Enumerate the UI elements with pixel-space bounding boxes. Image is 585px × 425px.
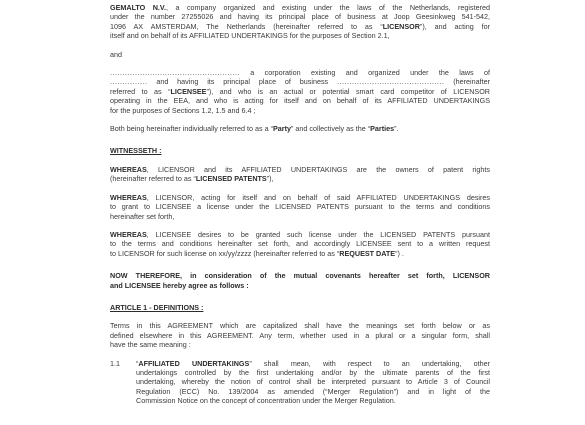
intro-paragraph <box>110 3 490 41</box>
party2-line-2: ............... and having its principal place of business ........................................... (hereinafter <box>110 77 490 87</box>
intro-line-1: GEMALTO N.V., a company organized and existing under the laws of the Netherlands, registered <box>110 3 490 12</box>
intro-line-3: 1096 AX AMSTERDAM, The Netherlands (hereinafter referred to as “LICENSOR”), and acting for <box>110 21 490 31</box>
party2-line-1: .................................................... a corporation existing and organized under the laws of <box>110 68 491 78</box>
licensed-patents-term: LICENSED PATENTS <box>195 174 267 184</box>
section-number: 1.1 <box>110 358 120 368</box>
section-1-1: 1.1 “AFFILIATED UNDERTAKINGS” shall mean, with respect to an undertaking, other undertakings controlled by the first undertaking and/or by the ultimate parents of the first undertaking, whereby the notion of control shall be interpreted pursuant to Article 3 of Council Regulation (ECC) No. 139/2004 as amended (“Merger Regulation”) and in light of the Commission Notice on the concept of concentration under the Merger Regulation. <box>110 358 491 406</box>
and-word: and <box>110 49 122 59</box>
whereas-1: WHEREAS, LICENSOR and its AFFILIATED UNDERTAKINGS are the owners of patent rights (hereinafter referred to as “LICENSED PATENTS”), <box>110 164 490 184</box>
now-therefore-paragraph: NOW THEREFORE, in consideration of the mutual covenants hereafter set forth, LICENSOR and LICENSEE hereby agree as follows : <box>110 271 490 290</box>
whereas-keyword: WHEREAS <box>110 229 147 239</box>
party2-line-4: operating in the EEA, and who is acting for itself and on behalf of its AFFILIATED UNDERTAKINGS <box>110 96 490 106</box>
whereas-3: WHEREAS, LICENSEE desires to be granted such license under the LICENSED PATENTS pursuant to the terms and conditions hereinafter set forth, and accordingly LICENSEE sent to a written request to LICENSOR for such license on xx/yy/zzzz (hereinafter referred to as “REQUEST DATE”) . <box>110 229 490 258</box>
article-1-heading: ARTICLE 1 - DEFINITIONS : <box>110 302 204 312</box>
intro-line-2: under the number 27255026 and having its principal place of business at Joop Geesinkweg 541-542, <box>110 12 490 22</box>
party-term: Party <box>273 124 291 134</box>
party2-line-3: referred to as “LICENSEE”), and who is an actual or potential smart card competitor of LICENSOR <box>110 86 490 96</box>
affiliated-undertakings-term: AFFILIATED UNDERTAKINGS <box>138 358 250 368</box>
request-date-term: REQUEST DATE <box>339 248 396 258</box>
terms-paragraph: Terms in this AGREEMENT which are capitalized shall have the meanings set forth below or as defined elsewhere in this AGREEMENT. Any term, whether used in a plural or a singular form, shall have the same meaning : <box>110 321 490 350</box>
both-parties-line: Both being hereinafter individually referred to as a “Party” and collectively as the “Parties”. <box>110 124 399 134</box>
party2-line-5: for the purposes of Sections 1.2, 1.5 and 6.4 ; <box>110 105 256 115</box>
whereas-2: WHEREAS, LICENSOR, acting for itself and on behalf of said AFFILIATED UNDERTAKINGS desires to grant to LICENSEE a license under the LICENSED PATENTS pursuant to the terms and conditions hereinafter set forth, <box>110 192 490 221</box>
party2-paragraph <box>110 68 490 115</box>
licensor-term: LICENSOR <box>382 21 420 31</box>
parties-term: Parties <box>370 124 395 134</box>
intro-line-4: itself and on behalf of its AFFILIATED UNDERTAKINGS for the purposes of Section 2.1, <box>110 31 390 41</box>
whereas-keyword: WHEREAS <box>110 192 147 202</box>
company-name: GEMALTO N.V. <box>110 3 167 12</box>
licensee-term: LICENSEE <box>170 86 207 96</box>
witnesseth-heading: WITNESSETH : <box>110 146 162 156</box>
whereas-keyword: WHEREAS <box>110 164 147 174</box>
